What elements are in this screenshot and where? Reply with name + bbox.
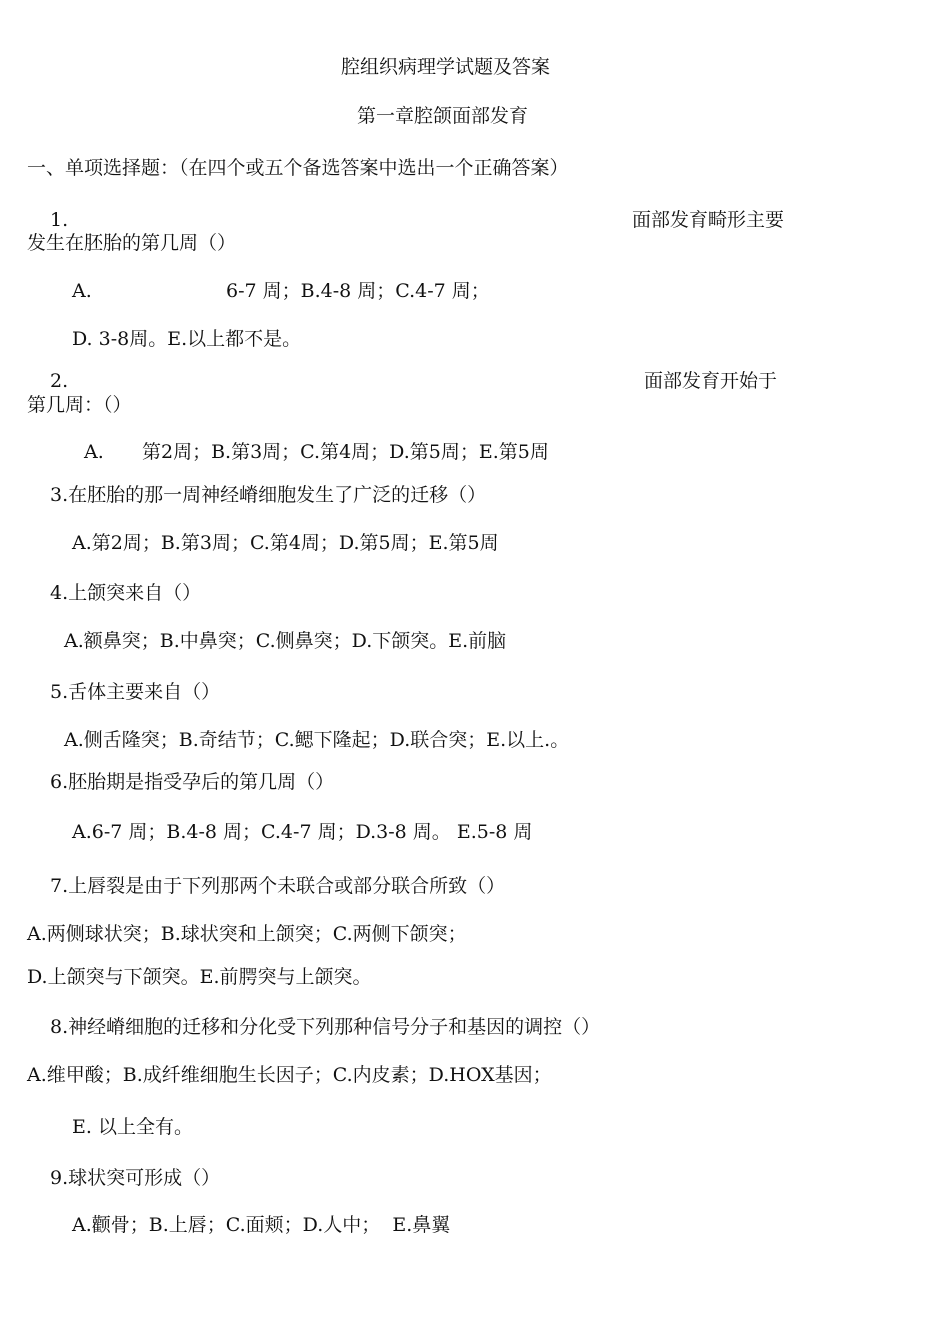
doc-title: 腔组织病理学试题及答案 <box>341 56 551 78</box>
q2-options: 第2周；B.第3周；C.第4周；D.第5周；E.第5周 <box>142 441 549 463</box>
q7-options-line2: D.上颌突与下颌突。E.前腭突与上颌突。 <box>27 966 372 988</box>
q9-options: A.颧骨；B.上唇；C.面颊；D.人中； E.鼻翼 <box>72 1214 451 1236</box>
q8-options-line2: E. 以上全有。 <box>72 1116 193 1138</box>
q7-options-line1: A.两侧球状突；B.球状突和上颌突；C.两侧下颌突； <box>27 923 467 945</box>
q1-options-line2: D. 3-8周。E.以上都不是。 <box>72 328 302 350</box>
q2-text-continued: 第几周：（） <box>27 394 132 416</box>
q6-options: A.6-7 周；B.4-8 周；C.4-7 周；D.3-8 周。 E.5-8 周 <box>72 821 533 843</box>
q2-option-a-label: A. <box>84 441 104 463</box>
q8-text: 8.神经嵴细胞的迁移和分化受下列那种信号分子和基因的调控（） <box>50 1016 601 1038</box>
q4-options: A.额鼻突；B.中鼻突；C.侧鼻突；D.下颌突。E.前脑 <box>64 630 507 652</box>
q2-number: 2. <box>50 370 69 392</box>
q3-options: A.第2周；B.第3周；C.第4周；D.第5周；E.第5周 <box>72 532 499 554</box>
q8-options-line1: A.维甲酸；B.成纤维细胞生长因子；C.内皮素；D.HOX基因； <box>27 1064 552 1086</box>
q3-text: 3.在胚胎的那一周神经嵴细胞发生了广泛的迁移（） <box>50 484 487 506</box>
q1-text: 面部发育畸形主要 <box>632 209 785 231</box>
q1-options-line1: 6-7 周；B.4-8 周；C.4-7 周； <box>226 280 490 302</box>
q6-text: 6.胚胎期是指受孕后的第几周（） <box>50 771 335 793</box>
q1-option-a-label: A. <box>72 280 92 302</box>
q7-text: 7.上唇裂是由于下列那两个未联合或部分联合所致（） <box>50 875 506 897</box>
q5-text: 5.舌体主要来自（） <box>50 681 221 703</box>
chapter-title: 第一章腔颌面部发育 <box>357 105 529 127</box>
q1-text-continued: 发生在胚胎的第几周（） <box>27 232 237 254</box>
section-heading: 一、单项选择题：（在四个或五个备选答案中选出一个正确答案） <box>27 157 569 179</box>
q5-options: A.侧舌隆突；B.奇结节；C.鳃下隆起；D.联合突；E.以上.。 <box>64 729 570 751</box>
q9-text: 9.球状突可形成（） <box>50 1167 221 1189</box>
q2-text: 面部发育开始于 <box>644 370 778 392</box>
q1-number: 1. <box>50 209 69 231</box>
q4-text: 4.上颌突来自（） <box>50 582 202 604</box>
